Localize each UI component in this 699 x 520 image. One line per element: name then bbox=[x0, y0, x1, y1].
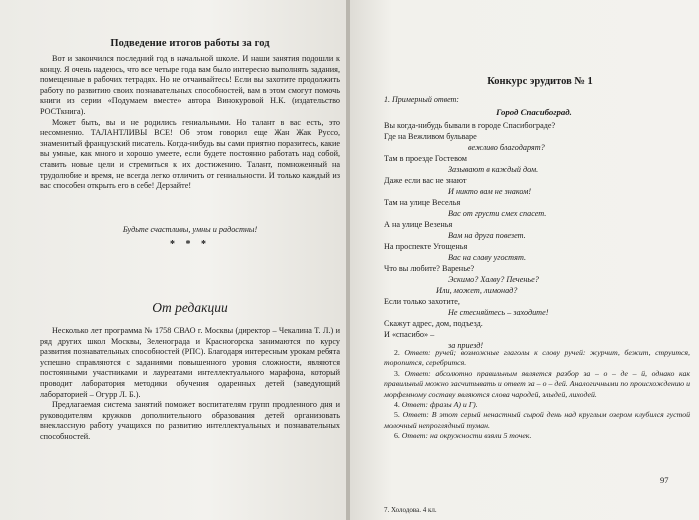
poem-line: Там на улице Веселья bbox=[384, 198, 461, 207]
editorial-paragraph-1: Несколько лет программа № 1758 СВАО г. Москвы (директор – Чекалина Т. Л.) и ряд других школ Москвы, Зеленограда и Красногорска занимаются по курсу развития познавательных способностей (РПС). Благодаря интересным урокам ребята успешно справляются с заданиями повышенного уровня сложности, являются постоянными участниками и лауреатами интеллектуального марафона, который проводит лаборатория методики обучения одаренных детей (заведующий лабораторией – Огурр Л. Б.). bbox=[40, 326, 340, 399]
poem-line: Скажут адрес, дом, подъезд. bbox=[384, 319, 483, 328]
answer-text: ручей; возможные глаголы к слову ручей: журчит, бежит, струится, торопится, серебрится. bbox=[384, 348, 690, 368]
right-page bbox=[350, 0, 699, 520]
poem-line: вежливо благодарят? bbox=[468, 143, 545, 152]
answer-number: 2. bbox=[394, 348, 405, 357]
poem-line: Вас на славу угостят. bbox=[448, 253, 527, 262]
summary-paragraph-1: Вот и закончился последний год в начальной школе. И наши занятия подошли к концу. Я очень надеюсь, что все четыре года вам было интересно выполнять задания, помещенные в рабочих тетрадях. Но не отчаивайтесь! Если вы захотите продолжить работу по развитию своих познавательных способностей, вам в этом смогут помочь книги из серии «Подумаем вместе» автора Винокуровой Н.К. (издательство РОСТкнига). bbox=[40, 54, 340, 116]
answer-label: Ответ: bbox=[404, 348, 431, 357]
editorial-text bbox=[40, 326, 340, 443]
answer-text: В этот серый ненастный сырой день над круглым озером клубился густой молочный непроглядный туман. bbox=[384, 410, 691, 430]
left-heading: Подведение итогов работы за год bbox=[110, 38, 270, 49]
answer-number: 4. bbox=[394, 400, 402, 410]
answer-number: 5. bbox=[394, 410, 403, 420]
poem-line: Не стесняйтесь – заходите! bbox=[448, 308, 549, 317]
poem-title: Город Спасибоград. bbox=[496, 107, 572, 117]
poem bbox=[384, 120, 694, 351]
poem-line: Где на Вежливом бульваре bbox=[384, 132, 477, 141]
page-footer: 7. Холодова. 4 кл. bbox=[384, 506, 437, 514]
poem-line: Вам на друга повезет. bbox=[448, 231, 526, 240]
poem-line: Если только захотите, bbox=[384, 297, 460, 306]
summary-text bbox=[40, 54, 340, 192]
poem-line: Эскимо? Халву? Печенье? bbox=[448, 275, 539, 284]
answer-label: Ответ: bbox=[404, 368, 431, 378]
poem-line: Что вы любите? Варенье? bbox=[384, 264, 475, 273]
editorial-title: От редакции bbox=[152, 300, 228, 315]
poem-line: И «спасибо» – bbox=[384, 330, 435, 339]
poem-line: Зазывают в каждый дом. bbox=[448, 165, 539, 174]
left-page bbox=[0, 0, 346, 520]
answer-item bbox=[384, 400, 690, 410]
answer-number: 3. bbox=[394, 368, 405, 378]
answer-label: Ответ: bbox=[402, 410, 429, 420]
wish-line: Будьте счастливы, умны и радостны! bbox=[122, 225, 258, 234]
answers-list bbox=[384, 348, 690, 442]
answer-text: на окружности взяли 5 точек. bbox=[428, 431, 532, 441]
answer-label: Ответ: bbox=[401, 431, 429, 441]
poem-line: На проспекте Угощенья bbox=[384, 242, 468, 251]
poem-line: Там в проезде Гостевом bbox=[384, 154, 467, 163]
page-number: 97 bbox=[660, 475, 669, 485]
separator-stars: * * * bbox=[170, 239, 210, 250]
poem-line: Вы когда-нибудь бывали в городе Спасибограде? bbox=[384, 121, 556, 130]
editorial-paragraph-2: Предлагаемая система занятий поможет воспитателям групп продленного дня и руководителям кружков дополнительного образования детей организовать внеклассную работу учащихся по развитию интеллектуальных и познавательных способностей. bbox=[40, 400, 340, 441]
poem-line: за приезд! bbox=[448, 341, 484, 350]
answer-item bbox=[384, 348, 690, 369]
poem-line: Даже если вас не знают bbox=[384, 176, 467, 185]
answer-text: фразы А) и Г). bbox=[428, 400, 478, 410]
answer-label: Ответ: bbox=[401, 400, 429, 410]
right-heading: Конкурс эрудитов № 1 bbox=[487, 76, 593, 87]
answer-item bbox=[384, 369, 690, 400]
poem-line: И никто вам не знаком! bbox=[448, 187, 532, 196]
answer-number: 6. bbox=[394, 431, 402, 441]
summary-paragraph-2: Может быть, вы и не родились гениальными. Но талант в вас есть, это несомненно. ТАЛАНТЛИВЫ ВСЕ! Об этом говорил еще Жан Жак Руссо, знаменитый французский писатель. Когда-нибудь вы сами приятно поразитесь, какие вы умные, как много и хорошо умеете, если будете постоянно работать над собой, ставить новые цели и стремиться к их достижению. Талант, помноженный на трудолюбие и время, не всегда легко отличить от гениальности. И только каждый из вас способен открыть его в себе! Дерзайте! bbox=[40, 117, 340, 191]
poem-line: Или, может, лимонад? bbox=[436, 286, 518, 295]
answer-label: 1. Примерный ответ: bbox=[384, 95, 459, 104]
answer-text: абсолютно правильным является разбор за – о – де – й, однако как правильный можно засчитывать и ответ за – о – дей. Аналогичными по происхождению и морфемному составу являются слова чародей, злыдей, лиходей. bbox=[384, 368, 690, 399]
poem-line: Вас от грусти смех спасет. bbox=[448, 209, 547, 218]
answer-item bbox=[384, 410, 690, 431]
answer-item bbox=[384, 431, 690, 441]
poem-line: А на улице Везенья bbox=[384, 220, 453, 229]
